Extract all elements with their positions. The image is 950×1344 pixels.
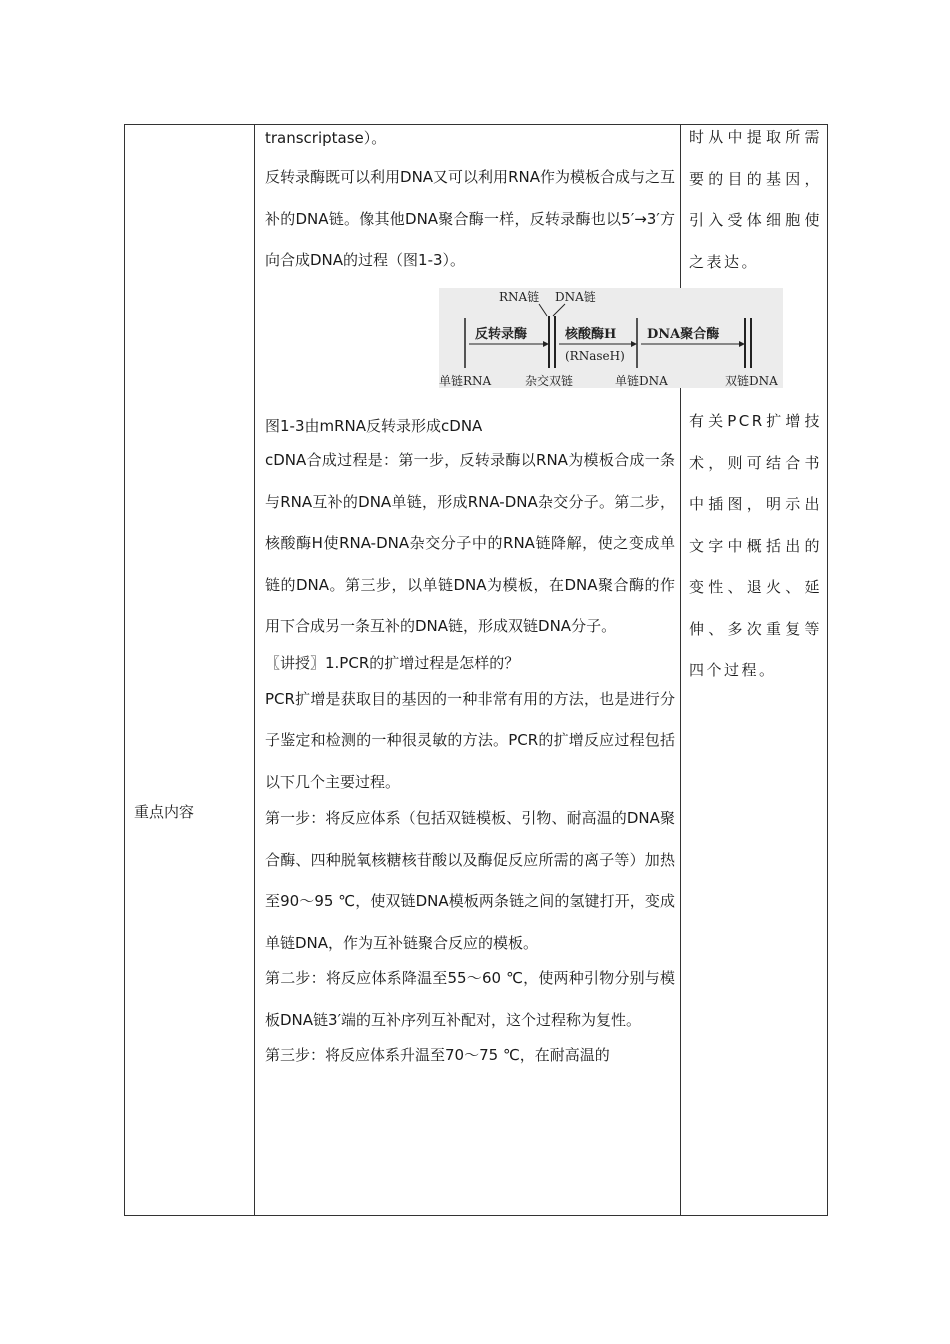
- figure-caption: 图1-3由mRNA反转录形成cDNA: [265, 416, 483, 435]
- label-rnase-h-sub: (RNaseH): [565, 348, 625, 363]
- pointer-arrow: [553, 304, 565, 316]
- label-hybrid-duplex: 杂交双链: [525, 373, 574, 388]
- paragraph-step-3: 第三步：将反应体系升温至70～75 ℃，在耐高温的: [265, 1046, 610, 1064]
- row-label: 重点内容: [134, 803, 195, 821]
- label-single-dna: 单链DNA: [615, 373, 668, 388]
- pointer-arrow: [539, 304, 547, 316]
- paragraph-reverse-transcriptase: 反转录酶既可以利用DNA又可以利用RNA作为模板合成与之互补的DNA链。像其他DNA聚合酶一样，反转录酶也以5′→3′方向合成DNA的过程（图1-3）。: [265, 168, 675, 269]
- paragraph-transcriptase: transcriptase）。: [265, 129, 387, 147]
- label-dna-strand: DNA链: [555, 289, 596, 304]
- label-rna-strand: RNA链: [499, 289, 540, 304]
- paragraph-cdna-synthesis: cDNA合成过程是：第一步，反转录酶以RNA为模板合成一条与RNA互补的DNA单链，形成RNA-DNA杂交分子。第二步，核酸酶H使RNA-DNA杂交分子中的RNA链降解，使之变成单链的DNA。第三步，以单链DNA为模板，在DNA聚合酶的作用下合成另一条互补的DNA链，形成双链DNA分子。: [265, 451, 675, 635]
- paragraph-pcr: PCR扩增是获取目的基因的一种非常有用的方法，也是进行分子鉴定和检测的一种很灵敏的方法。PCR的扩增反应过程包括以下几个主要过程。: [265, 689, 675, 791]
- label-rnase-h: 核酸酶H: [565, 326, 617, 342]
- label-double-dna: 双链DNA: [725, 373, 778, 388]
- note-pcr-technique: 有关PCR扩增技术，则可结合书中插图，明示出文字中概括出的变性、退火、延伸、多次重复等四个过程。: [689, 412, 822, 679]
- arrowhead: [631, 341, 637, 347]
- label-reverse-transcriptase: 反转录酶: [475, 326, 528, 342]
- lesson-table: [124, 124, 828, 1216]
- row-label-cell: [125, 125, 255, 1215]
- label-single-rna: 单链RNA: [439, 373, 492, 388]
- label-dna-polymerase: DNA聚合酶: [647, 326, 720, 342]
- paragraph-step-2: 第二步：将反应体系降温至55～60 ℃，使两种引物分别与模板DNA链3′端的互补序列互补配对，这个过程称为复性。: [265, 969, 675, 1029]
- note-gene-expression: 时从中提取所需要的目的基因，引入受体细胞使之表达。: [689, 128, 822, 271]
- paragraph-step-1: 第一步：将反应体系（包括双链模板、引物、耐高温的DNA聚合酶、四种脱氧核糖核苷酸以及酶促反应所需的离子等）加热至90～95 ℃，使双链DNA模板两条链之间的氢键打开，变成单链DNA，作为互补链聚合反应的模板。: [265, 809, 675, 952]
- lecture-heading: 〖讲授〗1.PCR的扩增过程是怎样的？: [265, 653, 520, 672]
- figure-svg: [439, 288, 783, 388]
- figure-cdna-diagram: [439, 288, 783, 388]
